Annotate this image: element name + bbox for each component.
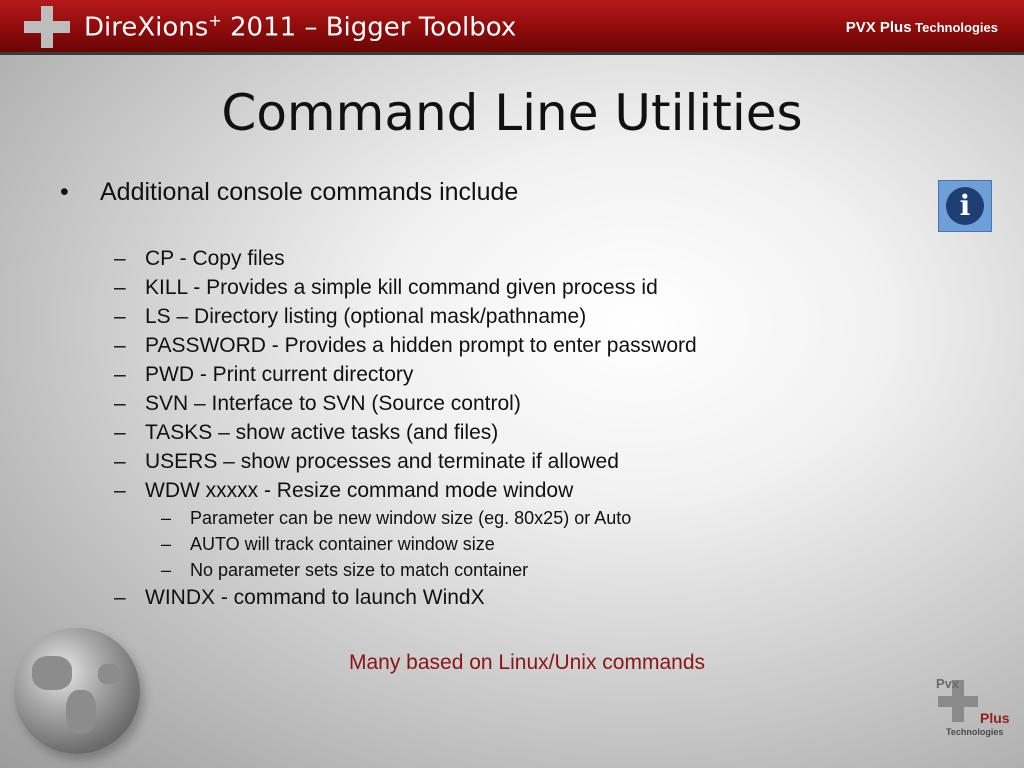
list-item: – TASKS – show active tasks (and files): [114, 421, 499, 444]
pvx-plus-logo: Pvx Plus Technologies: [936, 676, 1010, 737]
command-list: [114, 246, 697, 614]
list-item: – WINDX - command to launch WindX: [114, 586, 485, 609]
main-bullet-text: Additional console commands include: [100, 178, 519, 206]
info-icon: i: [938, 180, 992, 232]
sub-list-item: – Parameter can be new window size (eg. 80x25) or Auto: [161, 508, 632, 528]
list-item: – CP - Copy files: [114, 247, 285, 270]
header-bar: [0, 0, 1024, 55]
list-item: – KILL - Provides a simple kill command given process id: [114, 276, 658, 299]
list-item: – SVN – Interface to SVN (Source control): [114, 392, 521, 415]
list-item: – PWD - Print current directory: [114, 363, 414, 386]
footer-note: Many based on Linux/Unix commands: [348, 651, 705, 674]
list-item: – PASSWORD - Provides a hidden prompt to enter password: [114, 334, 697, 357]
list-item: – WDW xxxxx - Resize command mode window: [114, 479, 574, 502]
header-brand: PVX Plus Technologies: [845, 19, 998, 36]
plus-cross-icon: [24, 6, 70, 48]
sub-list-item: – AUTO will track container window size: [161, 534, 495, 554]
list-item: – LS – Directory listing (optional mask/pathname): [114, 305, 587, 328]
header-title: DireXions+ 2011 – Bigger Toolbox: [84, 11, 517, 43]
slide-title: Command Line Utilities: [221, 84, 803, 142]
globe-icon: [14, 628, 140, 754]
bullet-dot: •: [60, 178, 69, 206]
list-item: – USERS – show processes and terminate if allowed: [114, 450, 619, 473]
sub-list-item: – No parameter sets size to match container: [161, 560, 529, 580]
